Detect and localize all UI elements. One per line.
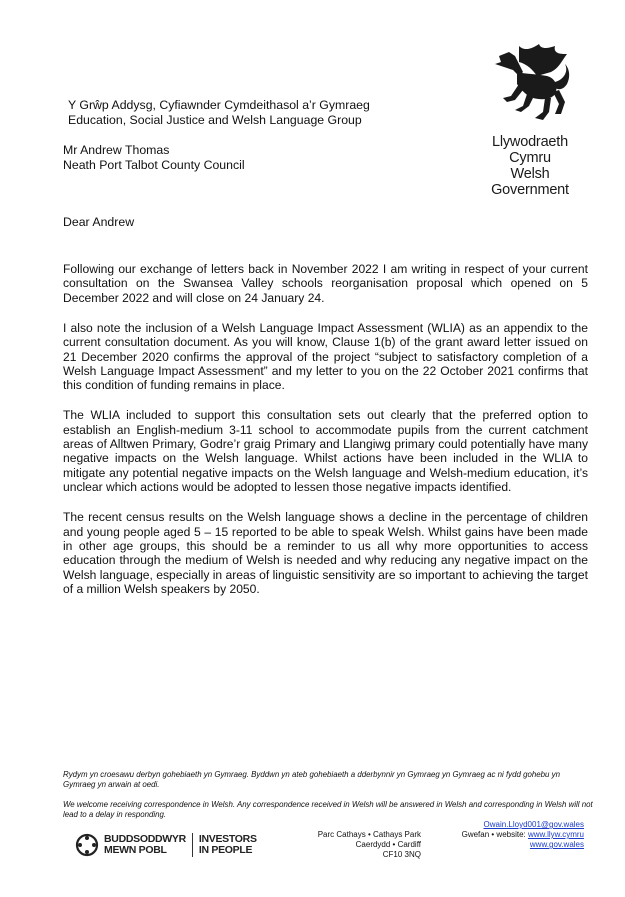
recipient-address xyxy=(63,143,245,172)
letter-body xyxy=(63,262,588,612)
salutation: Dear Andrew xyxy=(63,215,135,229)
footer-english-language-notice: We welcome receiving correspondence in Welsh. Any correspondence received in Welsh will be answered in Welsh and corresponding in Welsh will not lead to a delay in responding. xyxy=(63,800,593,819)
logo-text-english: Welsh Government xyxy=(491,166,569,198)
address-line-2: Caerdydd • Cardiff xyxy=(355,840,421,849)
investors-in-people-logo xyxy=(74,832,257,858)
recipient-name: Mr Andrew Thomas xyxy=(63,143,170,157)
iip-english-line-2: IN PEOPLE xyxy=(198,844,253,856)
recipient-organisation: Neath Port Talbot County Council xyxy=(63,157,245,172)
department-header xyxy=(68,98,370,127)
body-paragraph-2: I also note the inclusion of a Welsh Language Impact Assessment (WLIA) as an appendix to the current consultation document. As you will know, Clause 1(b) of the grant award letter issued on 21 December 2020 confirms the approval of the project “subject to satisfactory completion of a Welsh Language Impact Assessment” and my letter to you on the 22 October 2021 confirms that this condition of funding remains in place. xyxy=(63,320,588,393)
contact-details xyxy=(430,820,584,850)
logo-text-welsh: Llywodraeth Cymru xyxy=(492,134,568,166)
footer-welsh-language-notice: Rydym yn croesawu derbyn gohebiaeth yn Gymraeg. Byddwn yn ateb gohebiaeth a dderbynnir yn Gymraeg yn Gymraeg ac ni fydd gohebu yn Gymraeg yn arwain at oedi. xyxy=(63,770,560,789)
website-link-welsh[interactable]: www.llyw.cymru xyxy=(527,830,584,839)
body-paragraph-1: Following our exchange of letters back in November 2022 I am writing in respect of your current consultation on the Swansea Valley schools reorganisation proposal which opened on 5 December 2022 and will close on 24 January 24. xyxy=(63,262,588,305)
office-address xyxy=(300,830,421,860)
iip-divider xyxy=(192,833,193,857)
email-link[interactable]: Owain.Lloyd001@gov.wales xyxy=(483,820,584,829)
address-line-3: CF10 3NQ xyxy=(382,850,421,859)
department-name-welsh: Y Grŵp Addysg, Cyfiawnder Cymdeithasol a’r Gymraeg xyxy=(68,98,370,112)
body-paragraph-4: The recent census results on the Welsh language shows a decline in the percentage of children and young people aged 5 – 15 reported to be able to speak Welsh. Whilst gains have been made in other age groups, this should be a reminder to us all why more opportunities to access education through the medium of Welsh is needed and why reducing any negative impact on the Welsh language, especially in areas of linguistic sensitivity are so important to achieving the target of a million Welsh speakers by 2050. xyxy=(63,510,588,597)
iip-welsh-line-2: MEWN POBL xyxy=(104,844,167,856)
body-paragraph-3: The WLIA included to support this consultation sets out clearly that the preferred option to establish an English-medium 3-11 school to accommodate pupils from the current catchment areas of Alltwen Primary, Godre’r graig Primary and Llangiwg primary could potentially have many negative impacts on the Welsh language. Whilst actions have been included in the WLIA to mitigate any potential negative impacts on the Welsh language and Welsh-medium education, it’s unclear which actions would be adopted to lessen those negative impacts identified. xyxy=(63,408,588,495)
welsh-government-logo xyxy=(470,42,590,198)
welsh-dragon-icon xyxy=(489,42,571,126)
iip-english-line-1: INVESTORS xyxy=(198,833,257,845)
website-label: Gwefan • website: xyxy=(461,830,528,839)
department-name-english: Education, Social Justice and Welsh Language Group xyxy=(68,112,362,127)
website-link-english[interactable]: www.gov.wales xyxy=(529,840,584,849)
investors-in-people-icon xyxy=(74,832,100,858)
iip-welsh-line-1: BUDDSODDWYR xyxy=(104,833,186,845)
address-line-1: Parc Cathays • Cathays Park xyxy=(317,830,421,839)
